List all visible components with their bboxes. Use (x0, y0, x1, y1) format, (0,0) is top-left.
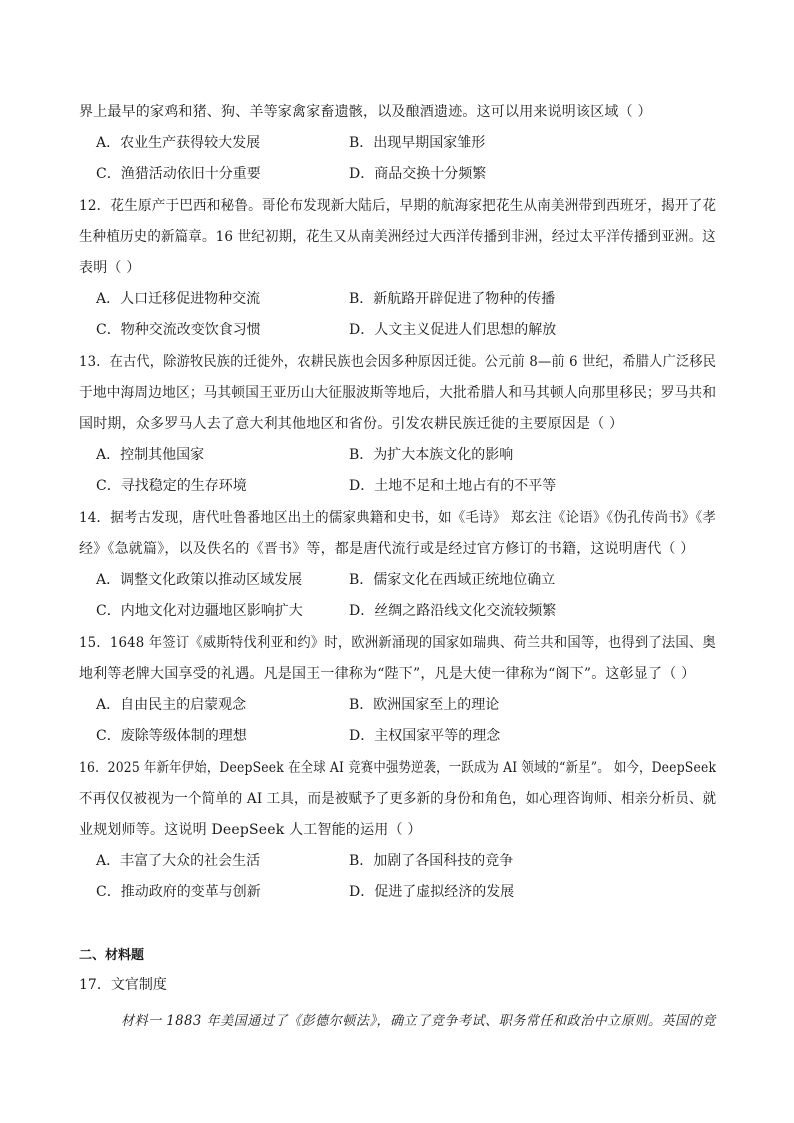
q13-stem-line-2: 于地中海周边地区；马其顿国王亚历山大征服波斯等地后，大批希腊人和马其顿人向那里移民；罗马共和 (79, 385, 717, 401)
q15-stem-line-2: 地利等老牌大国享受的礼遇。凡是国王一律称为“陛下”，凡是大使一律称为“阁下”。这彰显了（ ） (79, 666, 696, 682)
q17-title: 17．文官制度 (79, 977, 167, 993)
q12-stem-line-1: 12．花生原产于巴西和秘鲁。哥伦布发现新大陆后，早期的航海家把花生从南美洲带到西班牙，揭开了花 (79, 198, 717, 214)
q15-option-b: B．欧洲国家至上的理论 (349, 697, 500, 713)
q11-option-d: D．商品交换十分频繁 (349, 166, 487, 182)
q13-stem-line-3: 国时期，众多罗马人去了意大利其他地区和省份。引发农耕民族迁徙的主要原因是（ ） (79, 416, 624, 432)
q11-option-a: A．农业生产获得较大发展 (96, 135, 261, 151)
q12-option-c: C．物种交流改变饮食习惯 (96, 322, 261, 338)
q15-option-c: C．废除等级体制的理想 (96, 728, 247, 744)
q13-option-d: D．土地不足和土地占有的不平等 (349, 478, 557, 494)
q14-option-d: D．丝绸之路沿线文化交流较频繁 (349, 603, 557, 619)
q16-option-b: B．加剧了各国科技的竞争 (349, 853, 514, 869)
q16-stem-line-1: 16．2025 年新年伊始，DeepSeek 在全球 AI 竞赛中强势逆袭，一跃成为 AI 领域的“新星”。 如今，DeepSeek (79, 760, 717, 776)
q15-option-a: A．自由民主的启蒙观念 (96, 697, 247, 713)
q14-option-b: B．儒家文化在西域正统地位确立 (349, 572, 556, 588)
q12-option-a: A．人口迁移促进物种交流 (96, 291, 261, 307)
q13-stem-line-1: 13．在古代，除游牧民族的迁徙外，农耕民族也会因多种原因迁徙。公元前 8—前 6 世纪，希腊人广泛移民 (79, 354, 717, 370)
q15-stem-line-1: 15．1648 年签订《威斯特伐利亚和约》时，欧洲新涌现的国家如瑞典、荷兰共和国等，也得到了法国、奥 (79, 635, 716, 651)
q15-option-d: D．主权国家平等的理念 (349, 728, 501, 744)
q12-stem-line-3: 表明（ ） (79, 260, 141, 276)
q11-option-b: B．出现早期国家雏形 (349, 135, 486, 151)
q13-option-a: A．控制其他国家 (96, 447, 205, 463)
q11-stem-line-1: 界上最早的家鸡和猪、狗、羊等家禽家畜遗骸，以及酿酒遗迹。这可以用来说明该区域（ ） (79, 104, 652, 120)
section-heading: 二、材料题 (79, 948, 145, 963)
q16-option-d: D．促进了虚拟经济的发展 (349, 884, 515, 900)
q14-stem-line-1: 14．据考古发现，唐代吐鲁番地区出土的儒家典籍和史书，如《毛诗》 郑玄注《论语》《伪孔传尚书》《孝 (79, 510, 717, 526)
q11-option-c: C．渔猎活动依旧十分重要 (96, 166, 261, 182)
q16-stem-line-3: 业规划师等。这说明 DeepSeek 人工智能的运用（ ） (79, 822, 422, 838)
q16-option-a: A．丰富了大众的社会生活 (96, 853, 261, 869)
q14-option-a: A．调整文化政策以推动区域发展 (96, 572, 303, 588)
q12-option-d: D．人文主义促进人们思想的解放 (349, 322, 557, 338)
q13-option-c: C．寻找稳定的生存环境 (96, 478, 247, 494)
q16-stem-line-2: 不再仅仅被视为一个简单的 AI 工具，而是被赋予了更多新的身份和角色，如心理咨询师、相亲分析员、就 (79, 791, 717, 807)
q13-option-b: B．为扩大本族文化的影响 (349, 447, 514, 463)
q12-option-b: B．新航路开辟促进了物种的传播 (349, 291, 556, 307)
q16-option-c: C．推动政府的变革与创新 (96, 884, 261, 900)
q14-stem-line-2: 经》《急就篇》，以及佚名的《晋书》等，都是唐代流行或是经过官方修订的书籍，这说明唐代（ ） (79, 541, 695, 557)
q14-option-c: C．内地文化对边疆地区影响扩大 (96, 603, 303, 619)
q12-stem-line-2: 生种植历史的新篇章。16 世纪初期，花生又从南美洲经过大西洋传播到非洲，经过太平洋传播到亚洲。这 (79, 229, 716, 245)
q17-material-1: 材料一 1883 年美国通过了《彭德尔顿法》，确立了竞争考试、职务常任和政治中立原则。英国的竞 (121, 1013, 716, 1029)
